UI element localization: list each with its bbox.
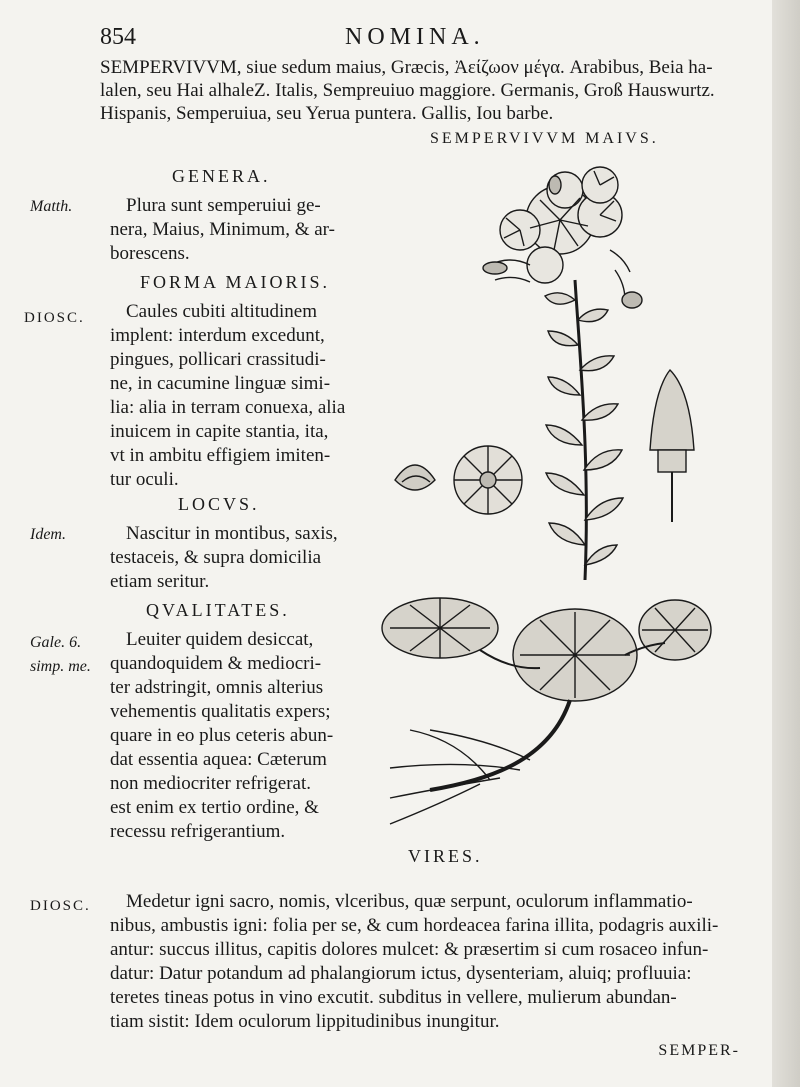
locus-margin-note: Idem. (30, 526, 66, 543)
forma-text (110, 300, 345, 492)
text-line: vt in ambitu effigiem imiten- (110, 445, 331, 466)
rosettes (382, 598, 711, 701)
vires-text (110, 890, 718, 1034)
text-line: inuicem in capite stantia, ita, (110, 421, 329, 442)
text-line: tur oculi. (110, 469, 179, 490)
text-line: quare in eo plus ceteris abun- (110, 725, 334, 746)
text-line: Caules cubiti altitudinem (126, 301, 318, 322)
text-line: antur: succus illitus, capitis dolores mulcet: & præsertim si cum rosaceo infun- (110, 939, 709, 960)
text-line: etiam seritur. (110, 571, 210, 592)
text-line: recessu refrigerantium. (110, 821, 286, 842)
text-line: borescens. (110, 243, 190, 264)
text-line: tiam sistit: Idem oculorum lippitudinibus inungitur. (110, 1011, 500, 1032)
text-line: dat essentia aquea: Cæterum (110, 749, 327, 770)
locus-text (110, 522, 338, 594)
forma-margin-note: DIOSC. (24, 310, 85, 326)
vires-heading: VIRES. (408, 846, 483, 866)
plant-caption: SEMPERVIVVM MAIVS. (430, 130, 659, 147)
text-line: Nascitur in montibus, saxis, (126, 523, 338, 544)
text-line: nibus, ambustis igni: folia per se, & cum hordeacea farina illita, podagris auxili- (110, 915, 719, 936)
text-line: implent: interdum excedunt, (110, 325, 325, 346)
text-line: non mediocriter refrigerat. (110, 773, 311, 794)
genera-text (110, 194, 335, 266)
qualitates-text (110, 628, 333, 844)
capsule-detail (650, 370, 694, 522)
intro-line: Hispanis, Semperuiua, seu Yerua puntera. Gallis, Iou barbe. (100, 103, 554, 124)
text-line: Medetur igni sacro, nomis, vlceribus, quæ serpunt, oculorum inflammatio- (126, 891, 693, 912)
catchword: SEMPER- (658, 1042, 740, 1059)
flower-cluster (483, 167, 642, 308)
seed-detail (395, 465, 435, 490)
text-line: est enim ex tertio ordine, & (110, 797, 319, 818)
text-line: pingues, pollicari crassitudi- (110, 349, 326, 370)
text-line: nera, Maius, Minimum, & ar- (110, 219, 335, 240)
text-line: datur: Datur potandum ad phalangiorum ictus, dysenteriam, aluiq; profluuia: (110, 963, 692, 984)
sempervivum-woodcut-illustration (370, 160, 730, 840)
qualitates-margin-note-2: simp. me. (30, 658, 91, 675)
page-edge (772, 0, 800, 1087)
text-line: quandoquidem & mediocri- (110, 653, 322, 674)
text-line: testaceis, & supra domicilia (110, 547, 322, 568)
locus-heading: LOCVS. (178, 494, 260, 514)
text-line: Plura sunt semperuiui ge- (126, 195, 321, 216)
text-line: teretes tineas potus in vino excutit. subditus in vellere, mulierum abundan- (110, 987, 677, 1008)
intro-paragraph (100, 56, 750, 125)
text-line: ter adstringit, omnis alterius (110, 677, 324, 698)
root (390, 700, 570, 824)
flower-detail (454, 446, 522, 514)
qualitates-margin-note: Gale. 6. (30, 634, 82, 651)
intro-line: lalen, seu Hai alhaleZ. Italis, Sempreuiuo maggiore. Germanis, Groß Hauswurtz. (100, 80, 715, 101)
text-line: vehementis qualitatis expers; (110, 701, 331, 722)
genera-margin-note: Matth. (30, 198, 73, 215)
qualitates-heading: QVALITATES. (146, 600, 290, 620)
forma-heading: FORMA MAIORIS. (140, 272, 331, 292)
page-number: 854 (100, 24, 136, 50)
genera-heading: GENERA. (172, 166, 271, 186)
text-line: Leuiter quidem desiccat, (126, 629, 314, 650)
vires-margin-note: DIOSC. (30, 898, 91, 914)
intro-line: SEMPERVIVVM, siue sedum maius, Græcis, Ἀείζωον μέγα. Arabibus, Beia ha- (100, 57, 713, 78)
text-line: lia: alia in terram conuexa, alia (110, 397, 346, 418)
page-title: NOMINA. (345, 24, 485, 50)
text-line: ne, in cacumine linguæ simi- (110, 373, 331, 394)
